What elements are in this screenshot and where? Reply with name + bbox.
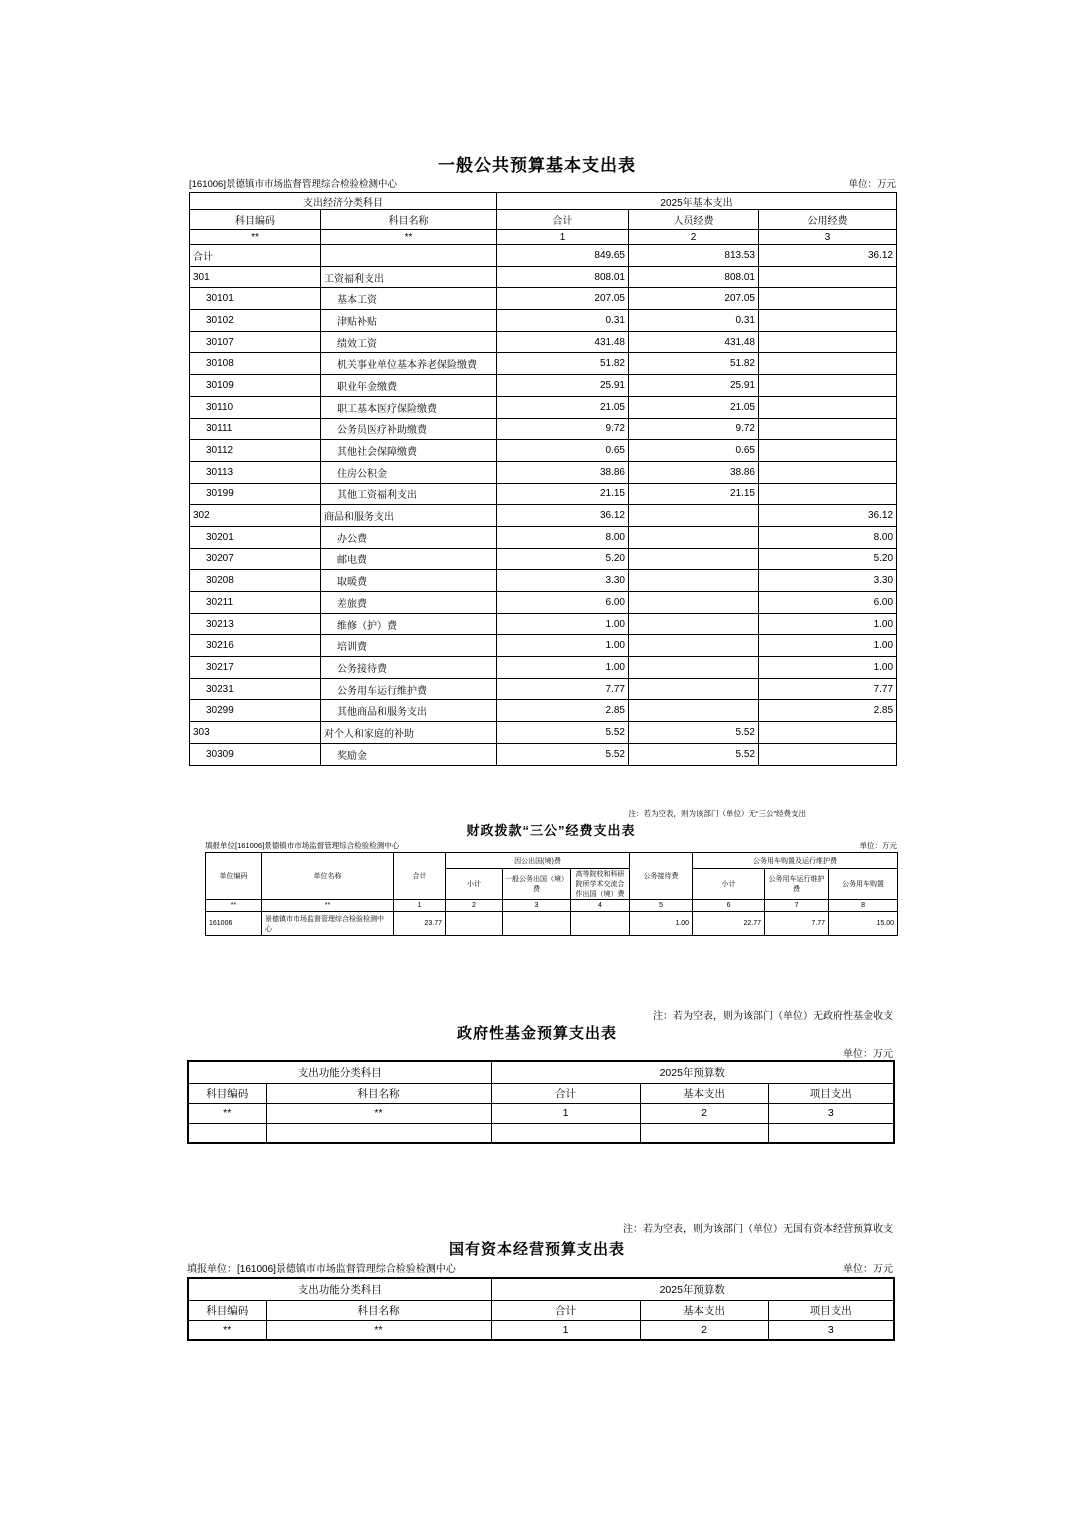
table2-col-unit-code: 单位编码 bbox=[206, 853, 262, 900]
cell-vehicle-maintain: 7.77 bbox=[765, 912, 829, 936]
cell-total: 2.85 bbox=[497, 700, 629, 722]
cell-personnel-expense: 25.91 bbox=[629, 375, 759, 397]
cell-public-expense bbox=[759, 483, 897, 505]
cell-personnel-expense: 21.15 bbox=[629, 483, 759, 505]
table4-header-group-row bbox=[188, 1278, 894, 1300]
table1-group-subject: 支出经济分类科目 bbox=[190, 193, 497, 210]
cell-total: 38.86 bbox=[497, 461, 629, 483]
cell-total: 51.82 bbox=[497, 353, 629, 375]
cell-public-expense: 6.00 bbox=[759, 592, 897, 614]
table4-colcode-5: 3 bbox=[768, 1320, 894, 1340]
cell-public-expense: 36.12 bbox=[759, 505, 897, 527]
table3-col-name: 科目名称 bbox=[266, 1083, 491, 1103]
cell-total: 25.91 bbox=[497, 375, 629, 397]
table4-col-total: 合计 bbox=[491, 1300, 640, 1320]
cell-public-expense bbox=[759, 266, 897, 288]
general-public-budget-table bbox=[189, 192, 897, 766]
table3-header-group-row bbox=[188, 1061, 894, 1083]
cell-public-expense bbox=[759, 461, 897, 483]
cell-subject-code: 30201 bbox=[190, 526, 321, 548]
cell-subject-name: 邮电费 bbox=[321, 548, 497, 570]
cell-subject-name: 维修（护）费 bbox=[321, 613, 497, 635]
table1-data-row bbox=[190, 331, 897, 353]
table1-col-personnel: 人员经费 bbox=[629, 210, 759, 230]
cell-subject-code: 合计 bbox=[190, 245, 321, 267]
cell-public-expense bbox=[759, 331, 897, 353]
table1-data-row bbox=[190, 396, 897, 418]
cell-subject-code: 303 bbox=[190, 722, 321, 744]
table2-col-abroad-academic: 高等院校和科研院所学术交流合作出国（境）费 bbox=[571, 869, 630, 900]
table4-org-name: 填报单位：[161006]景德镇市市场监督管理综合检验检测中心 bbox=[187, 1264, 456, 1275]
table1-data-row bbox=[190, 700, 897, 722]
table1-unit-label: 单位：万元 bbox=[848, 179, 896, 190]
table1-data-row bbox=[190, 526, 897, 548]
table4-colcode-row bbox=[188, 1320, 894, 1340]
cell-public-expense: 5.20 bbox=[759, 548, 897, 570]
cell-public-expense: 1.00 bbox=[759, 657, 897, 679]
table1-header-group-row bbox=[190, 193, 897, 210]
table2-colcode-5: 3 bbox=[503, 900, 571, 912]
cell-subject-code: 30111 bbox=[190, 418, 321, 440]
table3-colcode-3: 1 bbox=[491, 1103, 640, 1123]
table1-data-row bbox=[190, 310, 897, 332]
cell-subject-name: 奖励金 bbox=[321, 743, 497, 765]
cell-subject-name: 商品和服务支出 bbox=[321, 505, 497, 527]
table1-data-row bbox=[190, 483, 897, 505]
cell-personnel-expense bbox=[629, 700, 759, 722]
table3-col-code: 科目编码 bbox=[188, 1083, 266, 1103]
table2-org-name: 填报单位[161006]景德镇市市场监督管理综合检验检测中心 bbox=[205, 841, 400, 850]
table1-data-row bbox=[190, 743, 897, 765]
cell-public-expense bbox=[759, 743, 897, 765]
cell-total: 1.00 bbox=[497, 613, 629, 635]
table1-data-row bbox=[190, 245, 897, 267]
table1-col-total: 合计 bbox=[497, 210, 629, 230]
cell-subject-code: 302 bbox=[190, 505, 321, 527]
cell-total: 5.52 bbox=[497, 722, 629, 744]
cell-personnel-expense: 431.48 bbox=[629, 331, 759, 353]
cell-personnel-expense: 808.01 bbox=[629, 266, 759, 288]
cell-subject-code: 301 bbox=[190, 266, 321, 288]
table3-colcode-5: 3 bbox=[768, 1103, 894, 1123]
table1-data-row bbox=[190, 570, 897, 592]
table4-colcode-1: ** bbox=[188, 1320, 266, 1340]
cell-subject-name: 对个人和家庭的补助 bbox=[321, 722, 497, 744]
cell-vehicle-subtotal: 22.77 bbox=[693, 912, 765, 936]
cell-personnel-expense: 21.05 bbox=[629, 396, 759, 418]
cell-subject-name: 工资福利支出 bbox=[321, 266, 497, 288]
cell-subject-code: 30110 bbox=[190, 396, 321, 418]
cell-subject-name: 培训费 bbox=[321, 635, 497, 657]
cell-public-expense bbox=[759, 310, 897, 332]
table3-col-project: 项目支出 bbox=[768, 1083, 894, 1103]
cell-total: 36.12 bbox=[497, 505, 629, 527]
empty-cell bbox=[491, 1123, 640, 1143]
table2-col-vehicle-purchase: 公务用车购置 bbox=[829, 869, 898, 900]
cell-subject-name: 津贴补贴 bbox=[321, 310, 497, 332]
table1-data-row bbox=[190, 548, 897, 570]
table2-colcode-7: 5 bbox=[630, 900, 693, 912]
table1-data-row bbox=[190, 678, 897, 700]
cell-subject-name: 绩效工资 bbox=[321, 331, 497, 353]
cell-subject-code: 30211 bbox=[190, 592, 321, 614]
table1-colcode-5: 3 bbox=[759, 230, 897, 245]
table1-colcode-1: ** bbox=[190, 230, 321, 245]
table1-data-row bbox=[190, 592, 897, 614]
table2-col-unit-name: 单位名称 bbox=[262, 853, 394, 900]
table1-title: 一般公共预算基本支出表 bbox=[438, 156, 636, 175]
table3-note: 注：若为空表，则为该部门（单位）无政府性基金收支 bbox=[653, 1011, 893, 1022]
cell-personnel-expense bbox=[629, 592, 759, 614]
cell-subject-name: 取暖费 bbox=[321, 570, 497, 592]
cell-total: 6.00 bbox=[497, 592, 629, 614]
table2-col-abroad-subtotal: 小计 bbox=[446, 869, 503, 900]
table1-data-row bbox=[190, 266, 897, 288]
table2-col-vehicle-maintain: 公务用车运行维护费 bbox=[765, 869, 829, 900]
cell-public-expense: 3.30 bbox=[759, 570, 897, 592]
cell-subject-name: 住房公积金 bbox=[321, 461, 497, 483]
table3-colcode-1: ** bbox=[188, 1103, 266, 1123]
cell-subject-name: 公务用车运行维护费 bbox=[321, 678, 497, 700]
cell-reception: 1.00 bbox=[630, 912, 693, 936]
table1-colcode-3: 1 bbox=[497, 230, 629, 245]
table3-group-budget: 2025年预算数 bbox=[491, 1061, 894, 1083]
cell-abroad-subtotal bbox=[446, 912, 503, 936]
table3-group-subject: 支出功能分类科目 bbox=[188, 1061, 491, 1083]
cell-public-expense: 1.00 bbox=[759, 613, 897, 635]
table2-meta-line bbox=[205, 840, 897, 851]
cell-subject-code: 30113 bbox=[190, 461, 321, 483]
cell-personnel-expense: 0.31 bbox=[629, 310, 759, 332]
table4-col-project: 项目支出 bbox=[768, 1300, 894, 1320]
cell-subject-code: 30216 bbox=[190, 635, 321, 657]
table4-group-subject: 支出功能分类科目 bbox=[188, 1278, 491, 1300]
cell-personnel-expense: 207.05 bbox=[629, 288, 759, 310]
cell-personnel-expense bbox=[629, 570, 759, 592]
table2-group-vehicle: 公务用车购置及运行维护费 bbox=[693, 853, 898, 869]
table2-unit-label: 单位：万元 bbox=[859, 841, 897, 850]
cell-subject-code: 30309 bbox=[190, 743, 321, 765]
table1-data-row bbox=[190, 505, 897, 527]
cell-personnel-expense: 9.72 bbox=[629, 418, 759, 440]
table1-col-name: 科目名称 bbox=[321, 210, 497, 230]
cell-subject-name: 公务接待费 bbox=[321, 657, 497, 679]
table1-meta-line bbox=[189, 176, 896, 190]
cell-personnel-expense: 5.52 bbox=[629, 743, 759, 765]
table2-colcode-row bbox=[206, 900, 898, 912]
table4-note: 注：若为空表，则为该部门（单位）无国有资本经营预算收支 bbox=[623, 1224, 893, 1235]
cell-subject-name: 其他社会保障缴费 bbox=[321, 440, 497, 462]
cell-total: 207.05 bbox=[497, 288, 629, 310]
table3-colcode-4: 2 bbox=[640, 1103, 768, 1123]
cell-subject-code: 30109 bbox=[190, 375, 321, 397]
table2-colcode-3: 1 bbox=[394, 900, 446, 912]
cell-subject-name: 公务员医疗补助缴费 bbox=[321, 418, 497, 440]
table1-col-public: 公用经费 bbox=[759, 210, 897, 230]
three-public-expenses-table bbox=[205, 852, 898, 936]
cell-subject-name bbox=[321, 245, 497, 267]
table3-title: 政府性基金预算支出表 bbox=[456, 1025, 617, 1042]
table4-colcode-2: ** bbox=[266, 1320, 491, 1340]
table2-header-row1 bbox=[206, 853, 898, 869]
cell-subject-code: 30207 bbox=[190, 548, 321, 570]
table1-col-code: 科目编码 bbox=[190, 210, 321, 230]
table3-unit-label: 单位：万元 bbox=[843, 1049, 893, 1060]
cell-total: 1.00 bbox=[497, 657, 629, 679]
table4-colcode-3: 1 bbox=[491, 1320, 640, 1340]
cell-subject-code: 30102 bbox=[190, 310, 321, 332]
table4-unit-label: 单位：万元 bbox=[843, 1264, 893, 1275]
cell-total: 21.15 bbox=[497, 483, 629, 505]
table2-col-abroad-general: 一般公务出国（境）费 bbox=[503, 869, 571, 900]
cell-total: 7.77 bbox=[497, 678, 629, 700]
cell-personnel-expense bbox=[629, 548, 759, 570]
table2-col-vehicle-subtotal: 小计 bbox=[693, 869, 765, 900]
cell-total: 1.00 bbox=[497, 635, 629, 657]
cell-personnel-expense bbox=[629, 678, 759, 700]
state-capital-budget-table bbox=[187, 1277, 895, 1341]
table2-colcode-9: 7 bbox=[765, 900, 829, 912]
cell-total: 5.20 bbox=[497, 548, 629, 570]
cell-abroad-academic bbox=[571, 912, 630, 936]
table2-group-abroad: 因公出国(境)费 bbox=[446, 853, 630, 869]
cell-personnel-expense bbox=[629, 613, 759, 635]
cell-subject-code: 30108 bbox=[190, 353, 321, 375]
cell-total: 5.52 bbox=[497, 743, 629, 765]
table4-colcode-4: 2 bbox=[640, 1320, 768, 1340]
empty-cell bbox=[640, 1123, 768, 1143]
cell-personnel-expense bbox=[629, 635, 759, 657]
table4-group-budget: 2025年预算数 bbox=[491, 1278, 894, 1300]
cell-subject-name: 差旅费 bbox=[321, 592, 497, 614]
table2-colcode-6: 4 bbox=[571, 900, 630, 912]
table1-data-row bbox=[190, 635, 897, 657]
table4-col-name: 科目名称 bbox=[266, 1300, 491, 1320]
cell-subject-code: 30199 bbox=[190, 483, 321, 505]
cell-public-expense bbox=[759, 353, 897, 375]
cell-total: 21.05 bbox=[497, 396, 629, 418]
table3-colcode-row bbox=[188, 1103, 894, 1123]
cell-total: 431.48 bbox=[497, 331, 629, 353]
table1-colcode-row bbox=[190, 230, 897, 245]
table4-header-cols-row bbox=[188, 1300, 894, 1320]
cell-public-expense: 8.00 bbox=[759, 526, 897, 548]
table3-col-basic: 基本支出 bbox=[640, 1083, 768, 1103]
cell-total: 849.65 bbox=[497, 245, 629, 267]
table3-colcode-2: ** bbox=[266, 1103, 491, 1123]
cell-total: 9.72 bbox=[497, 418, 629, 440]
cell-personnel-expense bbox=[629, 505, 759, 527]
table2-col-reception: 公务接待费 bbox=[630, 853, 693, 900]
table1-data-row bbox=[190, 418, 897, 440]
cell-subject-name: 办公费 bbox=[321, 526, 497, 548]
cell-personnel-expense: 38.86 bbox=[629, 461, 759, 483]
cell-subject-name: 其他工资福利支出 bbox=[321, 483, 497, 505]
empty-cell bbox=[768, 1123, 894, 1143]
cell-public-expense bbox=[759, 288, 897, 310]
table2-colcode-8: 6 bbox=[693, 900, 765, 912]
empty-cell bbox=[266, 1123, 491, 1143]
cell-public-expense bbox=[759, 418, 897, 440]
cell-public-expense bbox=[759, 396, 897, 418]
table1-colcode-2: ** bbox=[321, 230, 497, 245]
cell-total: 23.77 bbox=[394, 912, 446, 936]
table2-colcode-1: ** bbox=[206, 900, 262, 912]
cell-personnel-expense: 5.52 bbox=[629, 722, 759, 744]
table1-data-row bbox=[190, 657, 897, 679]
table4-title: 国有资本经营预算支出表 bbox=[448, 1241, 625, 1258]
cell-subject-name: 职业年金缴费 bbox=[321, 375, 497, 397]
table1-colcode-4: 2 bbox=[629, 230, 759, 245]
cell-public-expense: 2.85 bbox=[759, 700, 897, 722]
table3-col-total: 合计 bbox=[491, 1083, 640, 1103]
table3-empty-row bbox=[188, 1123, 894, 1143]
table1-data-row bbox=[190, 440, 897, 462]
government-fund-budget-table bbox=[187, 1060, 895, 1144]
table1-data-row bbox=[190, 613, 897, 635]
cell-personnel-expense: 51.82 bbox=[629, 353, 759, 375]
cell-personnel-expense bbox=[629, 526, 759, 548]
cell-subject-code: 30217 bbox=[190, 657, 321, 679]
table3-header-cols-row bbox=[188, 1083, 894, 1103]
table2-note: 注：若为空表，则为该部门（单位）无“三公”经费支出 bbox=[628, 809, 806, 818]
table1-data-row bbox=[190, 353, 897, 375]
cell-total: 3.30 bbox=[497, 570, 629, 592]
table2-title: 财政拨款“三公”经费支出表 bbox=[466, 823, 636, 838]
table1-data-row bbox=[190, 722, 897, 744]
table2-colcode-2: ** bbox=[262, 900, 394, 912]
table2-colcode-4: 2 bbox=[446, 900, 503, 912]
cell-vehicle-purchase: 15.00 bbox=[829, 912, 898, 936]
cell-total: 0.65 bbox=[497, 440, 629, 462]
table1-data-row bbox=[190, 288, 897, 310]
cell-unit-code: 161006 bbox=[206, 912, 262, 936]
cell-unit-name: 景德镇市市场监督管理综合检验检测中心 bbox=[262, 912, 394, 936]
empty-cell bbox=[188, 1123, 266, 1143]
cell-subject-name: 机关事业单位基本养老保险缴费 bbox=[321, 353, 497, 375]
table2-col-total: 合计 bbox=[394, 853, 446, 900]
cell-subject-code: 30299 bbox=[190, 700, 321, 722]
table2-colcode-10: 8 bbox=[829, 900, 898, 912]
cell-public-expense bbox=[759, 722, 897, 744]
table4-meta-line bbox=[187, 1260, 893, 1275]
cell-public-expense: 1.00 bbox=[759, 635, 897, 657]
table1-data-row bbox=[190, 375, 897, 397]
cell-personnel-expense bbox=[629, 657, 759, 679]
cell-personnel-expense: 813.53 bbox=[629, 245, 759, 267]
cell-subject-code: 30112 bbox=[190, 440, 321, 462]
table1-data-row bbox=[190, 461, 897, 483]
cell-public-expense bbox=[759, 440, 897, 462]
cell-subject-name: 基本工资 bbox=[321, 288, 497, 310]
cell-subject-code: 30101 bbox=[190, 288, 321, 310]
cell-subject-code: 30231 bbox=[190, 678, 321, 700]
cell-subject-code: 30208 bbox=[190, 570, 321, 592]
table1-group-budget: 2025年基本支出 bbox=[497, 193, 897, 210]
cell-subject-name: 职工基本医疗保险缴费 bbox=[321, 396, 497, 418]
cell-personnel-expense: 0.65 bbox=[629, 440, 759, 462]
table3-meta-line bbox=[187, 1045, 893, 1060]
cell-public-expense bbox=[759, 375, 897, 397]
cell-total: 808.01 bbox=[497, 266, 629, 288]
cell-subject-code: 30107 bbox=[190, 331, 321, 353]
table4-col-basic: 基本支出 bbox=[640, 1300, 768, 1320]
cell-public-expense: 7.77 bbox=[759, 678, 897, 700]
cell-subject-name: 其他商品和服务支出 bbox=[321, 700, 497, 722]
cell-subject-code: 30213 bbox=[190, 613, 321, 635]
cell-total: 0.31 bbox=[497, 310, 629, 332]
table1-header-cols-row bbox=[190, 210, 897, 230]
table1-org-name: [161006]景德镇市市场监督管理综合检验检测中心 bbox=[189, 179, 397, 190]
cell-abroad-general bbox=[503, 912, 571, 936]
cell-public-expense: 36.12 bbox=[759, 245, 897, 267]
cell-total: 8.00 bbox=[497, 526, 629, 548]
table2-data-row bbox=[206, 912, 898, 936]
table4-col-code: 科目编码 bbox=[188, 1300, 266, 1320]
